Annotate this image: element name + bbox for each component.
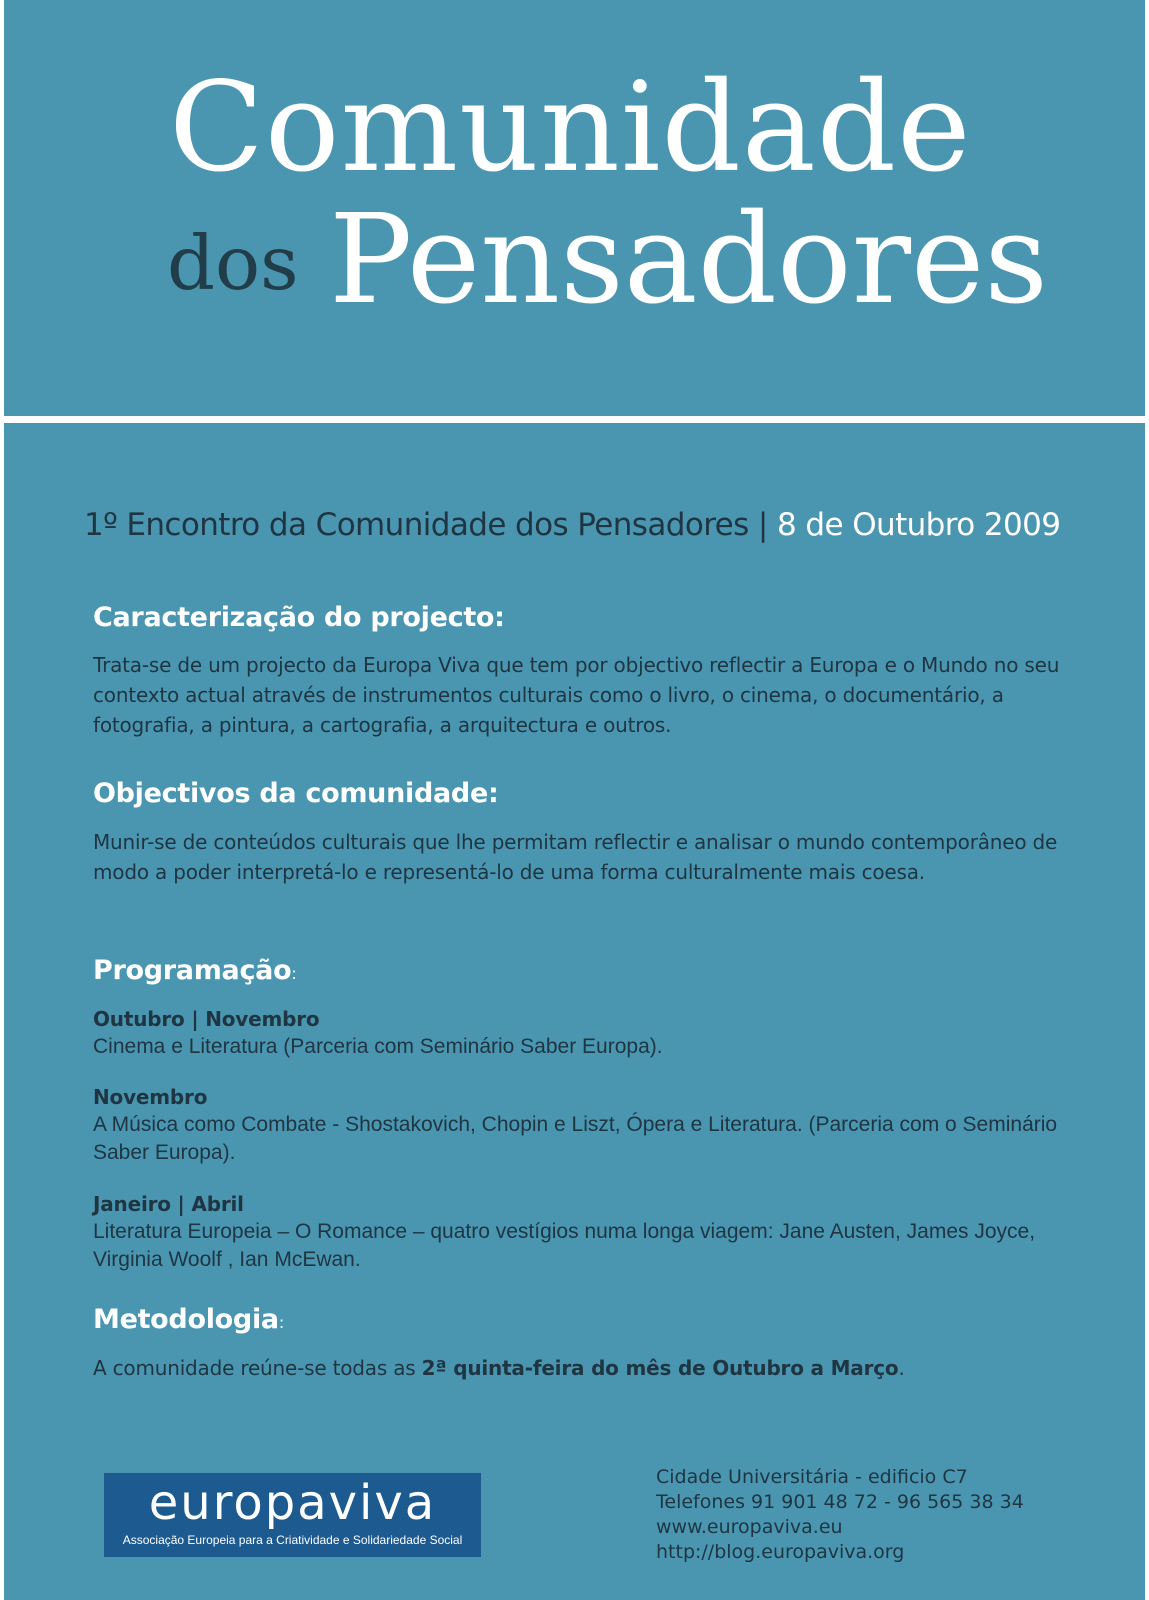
heading-programacao-label: Programação — [93, 955, 292, 986]
event-date: 8 de Outubro 2009 — [777, 507, 1061, 543]
program-item — [93, 1083, 1063, 1167]
poster — [4, 0, 1145, 1600]
logo-tagline: Associação Europeia para a Criatividade e Solidariedade Social — [122, 1533, 463, 1547]
header-divider — [4, 416, 1145, 423]
europaviva-logo — [104, 1473, 481, 1557]
program-description: Cinema e Literatura (Parceria com Seminário Saber Europa). — [93, 1035, 663, 1058]
heading-programacao — [93, 953, 296, 992]
metodologia-text-start: A comunidade reúne-se todas as — [93, 1356, 422, 1380]
contact-phones: Telefones 91 901 48 72 - 96 565 38 34 — [656, 1491, 1024, 1513]
metodologia-text-end: . — [898, 1356, 905, 1380]
program-period: Outubro | Novembro — [93, 1007, 320, 1031]
heading-metodologia-label: Metodologia — [93, 1304, 279, 1335]
program-item — [93, 1005, 1063, 1061]
program-period: Novembro — [93, 1085, 208, 1109]
event-name: 1º Encontro da Comunidade dos Pensadores | — [84, 507, 768, 543]
poster-title — [4, 0, 1145, 416]
heading-metodologia — [93, 1302, 284, 1341]
contact-info — [656, 1465, 1024, 1565]
program-item — [93, 1190, 1063, 1274]
title-word-dos: dos — [167, 219, 299, 307]
contact-website-link[interactable]: www.europaviva.eu — [656, 1516, 843, 1538]
metodologia-schedule: 2ª quinta-feira do mês de Outubro a Março — [421, 1356, 899, 1380]
text-metodologia — [93, 1353, 1063, 1383]
logo-wordmark: europaviva — [148, 1475, 437, 1531]
title-line-1: Comunidade — [169, 56, 972, 200]
contact-address: Cidade Universitária - edificio C7 — [656, 1466, 968, 1488]
heading-programacao-colon: : — [291, 964, 297, 983]
event-line — [84, 505, 1060, 545]
heading-objectivos: Objectivos da comunidade: — [93, 778, 499, 809]
program-description: A Música como Combate - Shostakovich, Chopin e Liszt, Ópera e Literatura. (Parceria com o Seminário Saber Europa). — [93, 1113, 1058, 1164]
text-caracterizacao: Trata-se de um projecto da Europa Viva que tem por objectivo reflectir a Europa e o Mundo no seu contexto actual através de instrumentos culturais como o livro, o cinema, o documentário, a fotografia, a pintura, a cartografia, a arquitectura e outros. — [93, 653, 1060, 737]
heading-metodologia-colon: : — [278, 1313, 284, 1332]
heading-caracterizacao: Caracterização do projecto: — [93, 602, 505, 633]
title-word-pensadores: Pensadores — [329, 188, 1048, 332]
contact-blog-link[interactable]: http://blog.europaviva.org — [656, 1541, 905, 1563]
text-objectivos: Munir-se de conteúdos culturais que lhe permitam reflectir e analisar o mundo contemporâneo de modo a poder interpretá-lo e representá-lo de uma forma culturalmente mais coesa. — [93, 830, 1058, 884]
program-period: Janeiro | Abril — [93, 1192, 244, 1216]
program-description: Literatura Europeia – O Romance – quatro vestígios numa longa viagem: Jane Austen, James Joyce, Virginia Woolf , Ian McEwan. — [93, 1220, 1036, 1271]
